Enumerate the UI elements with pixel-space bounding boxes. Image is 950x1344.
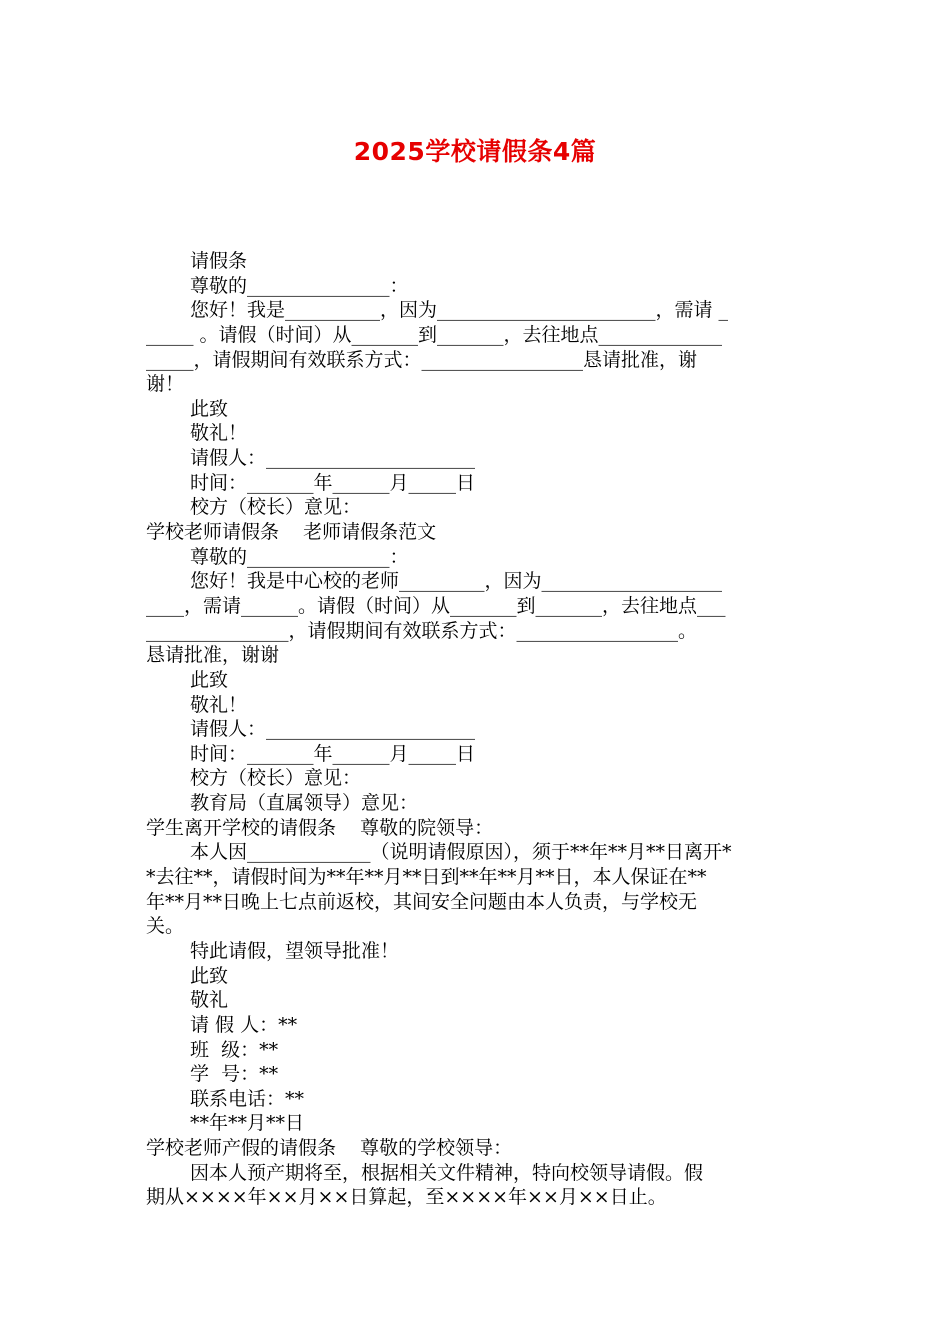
text-line: 敬礼 (190, 989, 229, 1012)
text-line: 学 号：** (190, 1063, 279, 1086)
text-line: 年**月**日晚上七点前返校，其间安全问题由本人负责，与学校无 (146, 890, 698, 913)
text-line: 尊敬的_______________： (190, 274, 409, 297)
text-line: 因本人预产期将至，根据相关文件精神，特向校领导请假。假 (190, 1161, 704, 1184)
text-line: ____，需请______。请假（时间）从_______到_______，去往地点___ (146, 594, 726, 617)
text-line: **年**月**日 (190, 1112, 305, 1135)
text-line: 校方（校长）意见： (190, 496, 362, 519)
text-line: 学生离开学校的请假条 尊敬的院领导： (146, 816, 494, 839)
text-line: 期从××××年××月××日算起，至××××年××月××日止。 (146, 1186, 667, 1209)
text-line: 您好！我是中心校的老师_________，因为___________________ (190, 570, 723, 593)
text-line: 联系电话：** (190, 1087, 305, 1110)
text-line: 学校老师请假条 老师请假条范文 (146, 521, 437, 544)
text-line: _____，请假期间有效联系方式：_________________恳请批准，谢 (146, 348, 698, 371)
text-line: _____ 。请假（时间）从_______到_______，去往地点_____________ (146, 323, 723, 346)
text-line: 您好！我是__________，因为_______________________，需请 _ (190, 299, 729, 322)
text-line: 此致 (190, 964, 229, 987)
text-line: 本人因_____________（说明请假原因），须于**年**月**日离开* (190, 841, 732, 864)
text-line: 敬礼！ (190, 693, 248, 716)
text-line: 此致 (190, 668, 229, 691)
text-line: 学校老师产假的请假条 尊敬的学校领导： (146, 1137, 513, 1160)
document-body (146, 249, 808, 1210)
text-line: *去往**，请假时间为**年**月**日到**年**月**日，本人保证在** (146, 866, 707, 889)
document-title: 2025学校请假条4篇 (353, 137, 597, 166)
text-line: 尊敬的_______________： (190, 545, 409, 568)
text-line: 恳请批准，谢谢 (146, 644, 280, 667)
text-line: _______________，请假期间有效联系方式：_________________。 (146, 619, 698, 642)
text-line: 特此请假，望领导批准！ (190, 939, 400, 962)
text-line: 敬礼！ (190, 422, 248, 445)
text-line: 此致 (190, 397, 229, 420)
text-line: 请 假 人：** (190, 1013, 298, 1036)
text-line: 时间：_______年______月_____日 (190, 742, 476, 765)
text-line: 时间：_______年______月_____日 (190, 471, 476, 494)
text-line: 请假条 (190, 250, 248, 272)
text-line: 请假人：______________________ (190, 447, 476, 470)
text-line: 教育局（直属领导）意见： (190, 792, 419, 815)
text-line: 班 级：** (190, 1038, 279, 1061)
text-line: 校方（校长）意见： (190, 767, 362, 790)
text-line: 请假人：______________________ (190, 718, 476, 741)
text-line: 关。 (146, 915, 185, 938)
text-line: 谢！ (146, 373, 185, 396)
